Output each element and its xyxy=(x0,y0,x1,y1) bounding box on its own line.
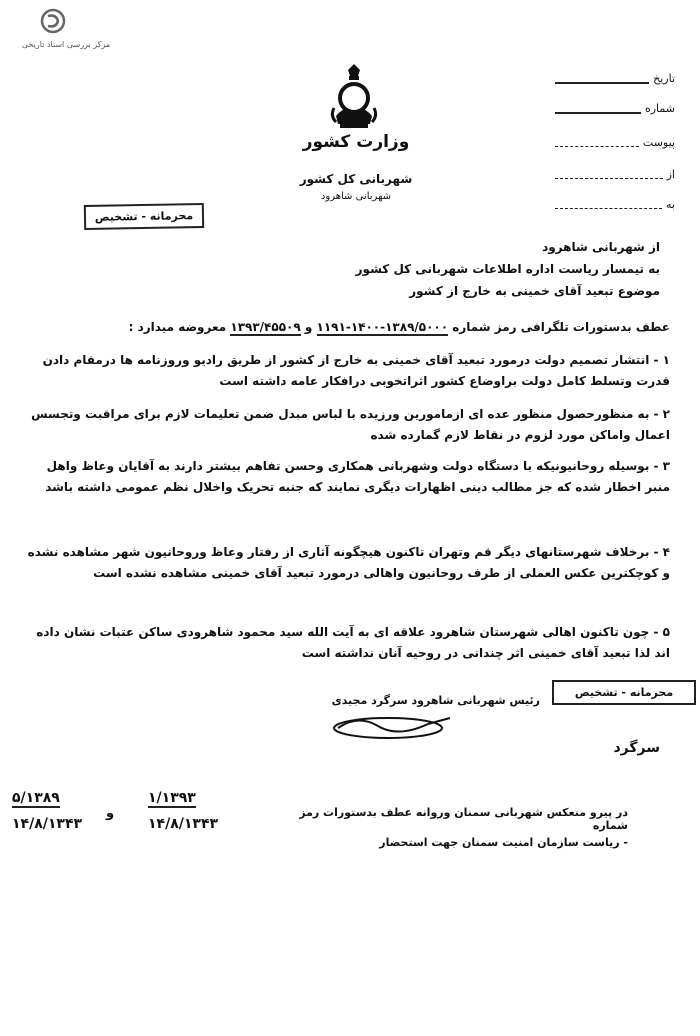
from-field xyxy=(555,164,675,184)
reference-prefix: عطف بدستورات تلگرافی رمز شماره xyxy=(452,320,670,334)
reference-suffix: معروضه میدارد : xyxy=(128,320,227,334)
to-label: به xyxy=(666,197,675,211)
date-field xyxy=(555,68,675,88)
number-value-scribble xyxy=(555,103,641,114)
footer-date-mid: ۱۴/۸/۱۳۴۳ xyxy=(148,816,219,832)
attachment-label: پیوست xyxy=(642,135,675,149)
number-field xyxy=(555,98,675,118)
to-field xyxy=(555,194,675,214)
item-2: ۲ - به منظورحصول منظور عده ای ازمامورین ورزیده با لباس مبدل ضمن تعلیمات لازم برای مراقبت وتجسس اعمال واماکن مورد لزوم در نقاط لازم گمارده شده xyxy=(31,407,670,442)
handwritten-signature xyxy=(318,706,458,746)
lion-and-sun-emblem-icon xyxy=(326,64,382,130)
footer-number-left: ۵/۱۳۸۹ xyxy=(12,790,60,806)
to-value xyxy=(555,199,662,209)
signature-line: رئیس شهربانی شاهرود سرگرد مجیدی xyxy=(331,694,540,707)
confidential-stamp-top: محرمانه - تشخیص xyxy=(84,203,204,230)
date-value-scribble xyxy=(555,73,649,84)
watermark-text: مرکز بررسی اسناد تاریخی xyxy=(21,40,111,49)
footer-recipient: - ریاست سازمان امنیت سمنان جهت استحضار xyxy=(379,836,628,849)
ministry-title: وزارت کشور xyxy=(302,132,410,152)
reference-line: عطف بدستورات تلگرافی رمز شماره ۱۳۸۹/۵۰۰۰-۱۴۰۰-۱۱۹۱ و ۱۳۹۳/۴۵۵۰۹ معروضه میدارد : xyxy=(128,320,670,334)
signatory-rank: سرگرد xyxy=(613,740,660,756)
footer-date-left: ۱۴/۸/۱۳۴۳ xyxy=(12,816,83,832)
footer-and: و xyxy=(106,806,115,821)
from-value xyxy=(555,169,663,179)
attachment-field xyxy=(555,132,675,152)
item-3: ۳ - بوسیله روحانیونیکه با دستگاه دولت وشهربانی همکاری وحسن تفاهم بیشتر دارند به آقایان وعاظ واهل منبر اخطار شده که جز مطالب دینی اظهارات دیگری نمایند که جنبه تحریک واخلال نظم عمومی داشته باشد xyxy=(45,459,670,494)
letter-from: از شهربانی شاهرود xyxy=(542,240,660,254)
archive-logo-icon xyxy=(40,8,66,34)
confidential-stamp-bottom: محرمانه - تشخیص xyxy=(552,680,696,705)
attachment-value xyxy=(555,137,639,147)
reference-number-b: ۱۳۹۳/۴۵۵۰۹ xyxy=(230,320,301,334)
item-4: ۴ - برخلاف شهرستانهای دیگر قم وتهران تاکنون هیچگونه آثاری از رفتار وعاظ وروحانیون شهر مشاهده نشده و کوچکترین عکس العملی از طرف روحانیون واهالی درمورد تبعید آقای خمینی مشاهده نشده است xyxy=(27,545,670,580)
from-label: از xyxy=(666,167,675,181)
date-label: تاریخ xyxy=(653,71,675,85)
letter-subject: موضوع تبعید آقای خمینی به خارج از کشور xyxy=(409,284,660,298)
number-label: شماره xyxy=(644,101,675,115)
item-1: ۱ - انتشار تصمیم دولت درمورد تبعید آقای خمینی به خارج از کشور از طریق رادیو وروزنامه ها درمقام دادن قدرت وتسلط کامل دولت براوضاع کشور اثراتخوبی درافکار عامه داشته است xyxy=(42,353,670,388)
footer-copy-line: در پیرو منعکس شهربانی سمنان وروانه عطف بدستورات رمز شماره xyxy=(299,806,628,832)
letter-to: به تیمسار ریاست اداره اطلاعات شهربانی کل کشور xyxy=(355,262,660,276)
reference-number-a: ۱۳۸۹/۵۰۰۰-۱۴۰۰-۱۱۹۱ xyxy=(316,320,449,334)
item-5: ۵ - چون تاکنون اهالی شهرستان شاهرود علاقه ای به آیت الله سید محمود شاهرودی ساکن عتبات نشان داده اند لذا تبعید آقای خمینی اثر چندانی در روحیه آنان نداشته است xyxy=(36,625,670,660)
footer-number-mid: ۱/۱۳۹۳ xyxy=(148,790,196,806)
department-title: شهربانی کل کشور xyxy=(299,172,413,186)
sub-department-title: شهربانی شاهرود xyxy=(320,191,392,202)
